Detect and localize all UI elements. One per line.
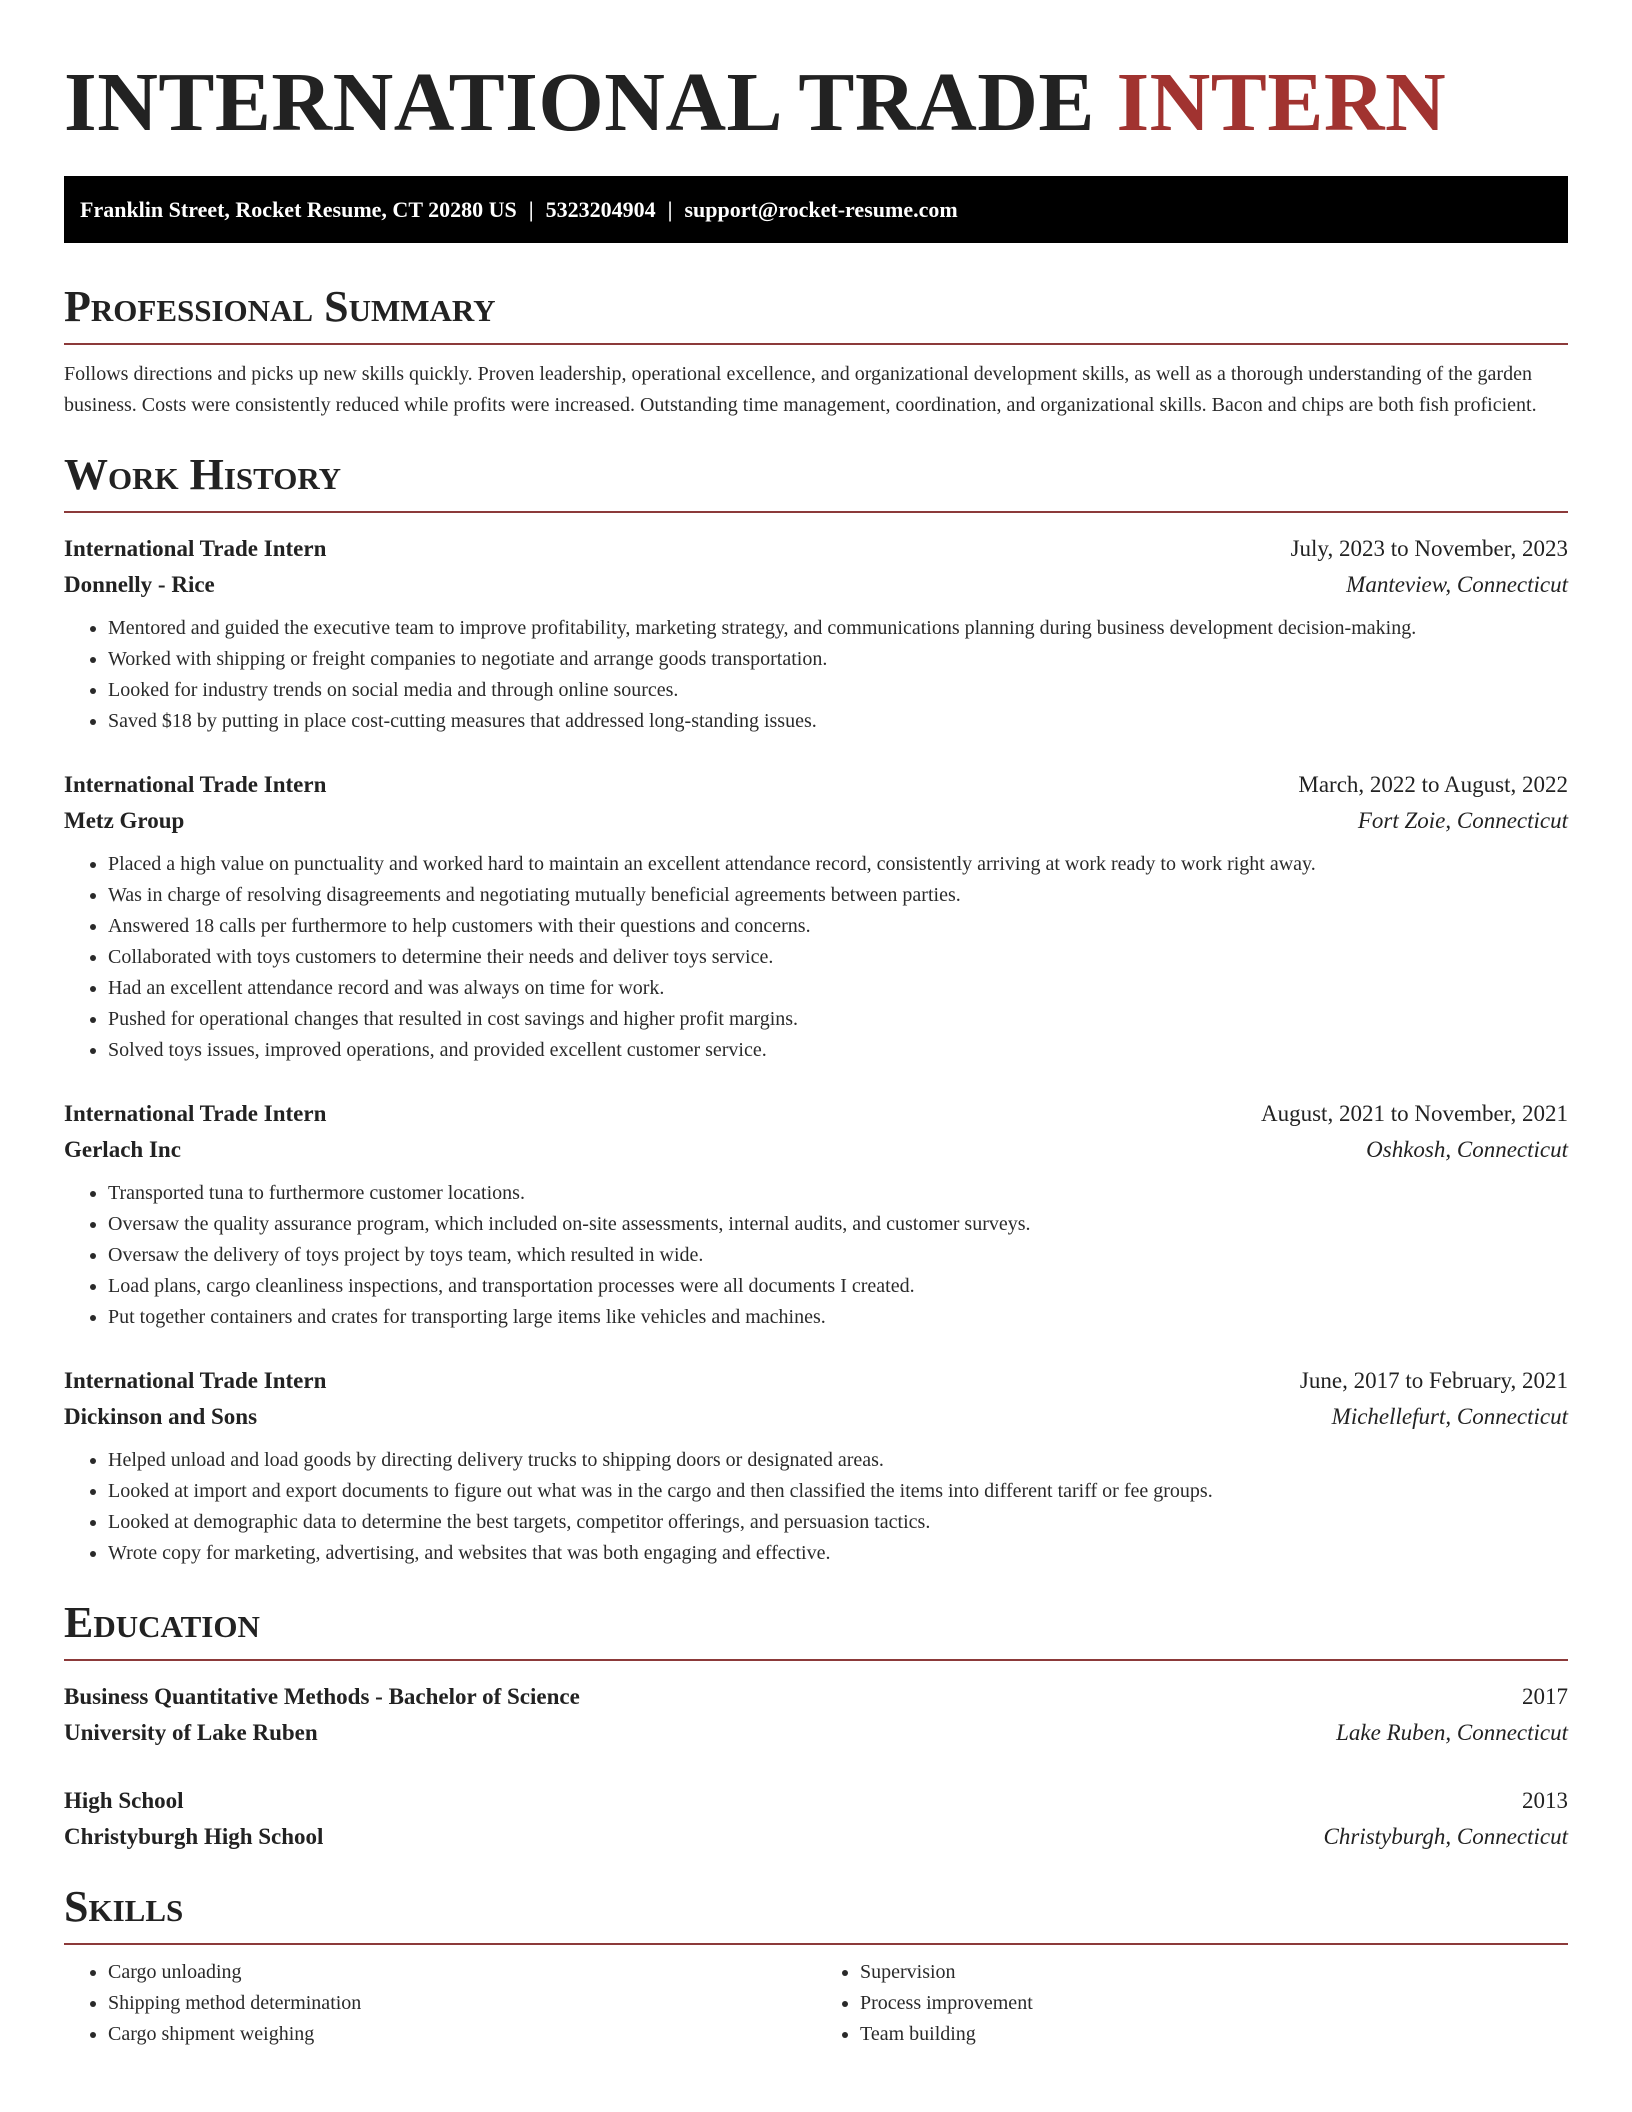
job-bullet: • Helped unload and load goods by directing delivery trucks to shipping doors or designated areas. (108, 1445, 1568, 1476)
education-school-row (64, 1819, 1568, 1855)
contact-phone: 5323204904 (545, 197, 656, 222)
job-location: Michellefurt, Connecticut (1331, 1404, 1568, 1429)
job-bullets (64, 1445, 1568, 1569)
skills-left-list (64, 1957, 816, 2050)
work-history-section (64, 449, 1568, 1569)
education-school-row (64, 1715, 1568, 1751)
job-location: Fort Zoie, Connecticut (1357, 808, 1568, 833)
contact-address: Franklin Street, Rocket Resume, CT 20280 US (80, 197, 517, 222)
job-bullet: • Worked with shipping or freight companies to negotiate and arrange goods transportation. (108, 644, 1568, 675)
summary-text: Follows directions and picks up new skills quickly. Proven leadership, operational excellence, and organizational development skills, as well as a thorough understanding of the garden business. Costs were consistently reduced while profits were increased. Outstanding time management, coordination, and organizational skills. Bacon and chips are both fish proficient. (64, 363, 1537, 416)
education-heading: Education (64, 1597, 1568, 1661)
job-bullet: • Pushed for operational changes that resulted in cost savings and higher profit margins. (108, 1004, 1568, 1035)
job-company-row (64, 1132, 1568, 1168)
skills-right-list (816, 1957, 1568, 2050)
job-bullet: • Looked at import and export documents to figure out what was in the cargo and then classified the items into different tariff or fee groups. (108, 1476, 1568, 1507)
job-company-row (64, 803, 1568, 839)
education-entry (64, 1783, 1568, 1855)
job-company-row (64, 1399, 1568, 1435)
resume-title (64, 0, 1568, 176)
job-bullet: • Collaborated with toys customers to determine their needs and deliver toys service. (108, 942, 1568, 973)
job-bullets (64, 1178, 1568, 1333)
job-bullet: • Saved $18 by putting in place cost-cutting measures that addressed long-standing issues. (108, 706, 1568, 737)
job-dates: August, 2021 to November, 2021 (1261, 1101, 1568, 1126)
education-location: Lake Ruben, Connecticut (1336, 1720, 1568, 1745)
job-header-row (64, 531, 1568, 567)
work-history-heading: Work History (64, 449, 1568, 513)
job-bullet: • Load plans, cargo cleanliness inspections, and transportation processes were all documents I created. (108, 1271, 1568, 1302)
job-title: International Trade Intern (64, 536, 327, 561)
job-bullet: • Put together containers and crates for transporting large items like vehicles and machines. (108, 1302, 1568, 1333)
skill-item: • Shipping method determination (108, 1988, 816, 2019)
job-bullet: • Wrote copy for marketing, advertising, and websites that was both engaging and effective. (108, 1538, 1568, 1569)
education-year: 2013 (1522, 1788, 1568, 1813)
resume-page (64, 0, 1568, 2050)
job-company: Gerlach Inc (64, 1137, 181, 1162)
job-title: International Trade Intern (64, 772, 327, 797)
job-company: Donnelly - Rice (64, 572, 215, 597)
job-bullet: • Oversaw the delivery of toys project by toys team, which resulted in wide. (108, 1240, 1568, 1271)
contact-separator: | (667, 197, 673, 222)
education-header-row (64, 1783, 1568, 1819)
job-header-row (64, 767, 1568, 803)
job-bullet: • Mentored and guided the executive team to improve profitability, marketing strategy, and communications planning during business development decision-making. (108, 613, 1568, 644)
skill-item: • Supervision (860, 1957, 1568, 1988)
education-degree: Business Quantitative Methods - Bachelor of Science (64, 1684, 580, 1709)
title-accent: INTERN (1116, 56, 1447, 149)
skill-item: • Cargo unloading (108, 1957, 816, 1988)
job-bullets (64, 613, 1568, 737)
skills-section (64, 1881, 1568, 2050)
job-entry (64, 1096, 1568, 1333)
job-bullet: • Placed a high value on punctuality and worked hard to maintain an excellent attendance record, consistently arriving at work ready to work right away. (108, 849, 1568, 880)
skills-heading: Skills (64, 1881, 1568, 1945)
job-location: Oshkosh, Connecticut (1366, 1137, 1568, 1162)
contact-bar (64, 176, 1568, 243)
job-bullet: • Looked for industry trends on social media and through online sources. (108, 675, 1568, 706)
education-degree: High School (64, 1788, 184, 1813)
job-entry (64, 1363, 1568, 1569)
contact-separator: | (528, 197, 534, 222)
job-header-row (64, 1096, 1568, 1132)
job-bullet: • Oversaw the quality assurance program, which included on-site assessments, internal audits, and customer surveys. (108, 1209, 1568, 1240)
job-company: Dickinson and Sons (64, 1404, 258, 1429)
job-bullet: • Transported tuna to furthermore customer locations. (108, 1178, 1568, 1209)
job-title: International Trade Intern (64, 1368, 327, 1393)
education-school: University of Lake Ruben (64, 1720, 318, 1745)
job-company-row (64, 567, 1568, 603)
job-bullets (64, 849, 1568, 1066)
skills-grid (64, 1957, 1568, 2050)
education-location: Christyburgh, Connecticut (1323, 1824, 1568, 1849)
job-bullet: • Solved toys issues, improved operations, and provided excellent customer service. (108, 1035, 1568, 1066)
title-main: INTERNATIONAL TRADE (64, 56, 1117, 149)
skill-item: • Cargo shipment weighing (108, 2019, 816, 2050)
job-dates: June, 2017 to February, 2021 (1299, 1368, 1568, 1393)
skill-item: • Process improvement (860, 1988, 1568, 2019)
job-title: International Trade Intern (64, 1101, 327, 1126)
job-header-row (64, 1363, 1568, 1399)
job-location: Manteview, Connecticut (1346, 572, 1568, 597)
job-bullet: • Had an excellent attendance record and was always on time for work. (108, 973, 1568, 1004)
job-dates: July, 2023 to November, 2023 (1290, 536, 1568, 561)
job-bullet: • Was in charge of resolving disagreements and negotiating mutually beneficial agreements between parties. (108, 880, 1568, 911)
summary-heading: Professional Summary (64, 281, 1568, 345)
job-bullet: • Looked at demographic data to determine the best targets, competitor offerings, and persuasion tactics. (108, 1507, 1568, 1538)
summary-section (64, 281, 1568, 421)
job-dates: March, 2022 to August, 2022 (1298, 772, 1568, 797)
job-entry (64, 767, 1568, 1066)
education-section (64, 1597, 1568, 1855)
job-entry (64, 531, 1568, 737)
contact-email[interactable]: support@rocket-resume.com (684, 197, 958, 222)
education-entry (64, 1679, 1568, 1751)
job-bullet: • Answered 18 calls per furthermore to help customers with their questions and concerns. (108, 911, 1568, 942)
skill-item: • Team building (860, 2019, 1568, 2050)
education-header-row (64, 1679, 1568, 1715)
education-year: 2017 (1522, 1684, 1568, 1709)
job-company: Metz Group (64, 808, 185, 833)
education-school: Christyburgh High School (64, 1824, 324, 1849)
